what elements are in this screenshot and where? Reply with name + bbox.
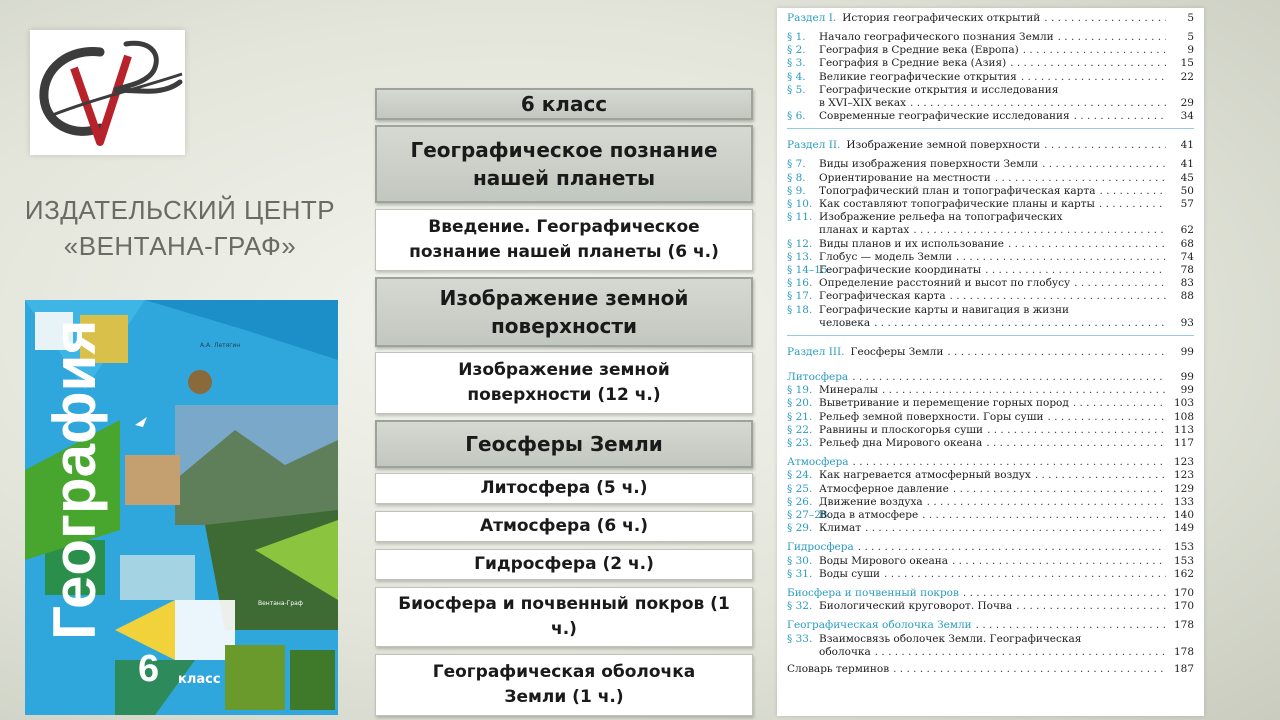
toc-item-title: Выветривание и перемещение горных пород [819, 397, 1069, 410]
toc-item[interactable] [787, 568, 1194, 580]
toc-item-title: Взаимосвязь оболочек Земли. Географическая [819, 632, 1082, 645]
toc-section[interactable] [787, 139, 1194, 151]
toc-item-number: § 18. [787, 303, 813, 316]
topic-box-text: Изображение земной поверхности (12 ч.) [458, 360, 670, 405]
toc-item-number: § 7. [787, 158, 806, 171]
toc-page-number: 5 [1187, 31, 1194, 43]
toc-item[interactable] [787, 456, 1194, 468]
toc-leader-dots [1099, 185, 1166, 197]
toc-item[interactable] [787, 397, 1194, 409]
toc-page-number: 83 [1180, 277, 1194, 290]
toc-item[interactable] [787, 619, 1194, 631]
toc-page-number: 9 [1187, 44, 1194, 57]
toc-leader-dots [1035, 469, 1166, 481]
toc-item-title: История географических открытий [842, 12, 1041, 24]
toc-item[interactable] [787, 384, 1194, 396]
toc-item[interactable] [787, 211, 1194, 223]
toc-item[interactable] [787, 522, 1194, 534]
toc-item[interactable] [787, 509, 1194, 521]
toc-item-title: Литосфера [787, 371, 849, 383]
toc-item[interactable] [787, 496, 1194, 508]
toc-item[interactable] [787, 158, 1194, 170]
section-box [375, 420, 753, 468]
toc-leader-dots [1008, 238, 1166, 250]
toc-leader-dots [963, 587, 1166, 599]
toc-item-number: § 27–28. [787, 509, 831, 521]
toc-leader-dots [853, 456, 1166, 468]
toc-leader-dots [875, 646, 1166, 658]
toc-page-number: 29 [1180, 97, 1194, 109]
toc-item-title: Как составляют топографические планы и карты [819, 198, 1095, 210]
toc-item-number: § 33. [787, 632, 813, 645]
toc-page-number: 5 [1187, 12, 1194, 24]
toc-item-number: § 1. [787, 31, 806, 43]
topic-box [375, 587, 753, 647]
toc-item-title: Климат [819, 522, 862, 535]
toc-item[interactable] [787, 84, 1194, 96]
toc-item-title: Виды изображения поверхности Земли [819, 158, 1039, 171]
toc-page-number: 99 [1180, 371, 1194, 383]
topic-box-text: Географическая оболочка Земли (1 ч.) [432, 662, 696, 707]
toc-item-number: § 10. [787, 198, 813, 210]
toc-leader-dots [922, 509, 1166, 521]
section-box [375, 125, 753, 203]
toc-item-number: § 2. [787, 44, 806, 57]
toc-item-title: Ориентирование на местности [819, 171, 991, 184]
toc-item[interactable] [787, 555, 1194, 567]
toc-section-label: Раздел III. [787, 346, 845, 358]
toc-page-number: 140 [1173, 509, 1194, 521]
toc-item[interactable] [787, 371, 1194, 383]
toc-page-number: 15 [1180, 57, 1194, 70]
toc-item-title: Географические открытия и исследования [819, 83, 1059, 96]
section-box-text: Изображение земной поверхности [439, 286, 689, 338]
toc-item[interactable] [787, 224, 1194, 236]
toc-item[interactable] [787, 469, 1194, 481]
toc-leader-dots [953, 483, 1166, 495]
toc-item-title: Изображение земной поверхности [846, 139, 1041, 152]
toc-item[interactable] [787, 411, 1194, 423]
toc-item[interactable] [787, 71, 1194, 83]
toc-leader-dots [1099, 198, 1166, 210]
toc-item[interactable] [787, 31, 1194, 43]
toc-item-number: § 4. [787, 70, 806, 83]
section-box-text: Географическое познание нашей планеты [410, 138, 718, 190]
toc-page-number: 149 [1173, 522, 1194, 535]
toc-leader-dots [852, 371, 1166, 383]
toc-leader-dots [1074, 110, 1166, 122]
toc-leader-dots [1044, 139, 1166, 151]
toc-item[interactable] [787, 238, 1194, 250]
toc-item-title: Начало географического познания Земли [819, 31, 1054, 43]
toc-leader-dots [986, 437, 1166, 449]
toc-item-title: Великие географические открытия [819, 70, 1017, 83]
publisher-line-1: ИЗДАТЕЛЬСКИЙ ЦЕНТР [24, 195, 336, 225]
toc-page-number: 153 [1173, 541, 1194, 554]
toc-page-number: 178 [1173, 619, 1194, 632]
toc-item[interactable] [787, 172, 1194, 184]
toc-page-number: 133 [1173, 495, 1194, 508]
toc-item-title: Геосферы Земли [850, 346, 944, 358]
toc-leader-dots [1047, 411, 1166, 423]
toc-leader-dots [956, 251, 1166, 263]
toc-page-number: 117 [1173, 437, 1194, 449]
toc-page-number: 129 [1173, 482, 1194, 495]
toc-leader-dots [985, 264, 1166, 276]
toc-page-number: 78 [1180, 264, 1194, 276]
toc-item-title: Атмосферное давление [819, 482, 949, 495]
toc-item[interactable] [787, 541, 1194, 553]
toc-page-number: 41 [1180, 158, 1194, 171]
toc-item[interactable] [787, 290, 1194, 302]
toc-item-title: Словарь терминов [787, 663, 890, 675]
toc-item-title: планах и картах [819, 224, 910, 237]
toc-item-number: § 16. [787, 277, 813, 290]
toc-item-title: Определение расстояний и высот по глобусу [819, 277, 1071, 290]
toc-item[interactable] [787, 97, 1194, 109]
toc-item[interactable] [787, 483, 1194, 495]
topic-box [375, 352, 753, 414]
toc-item-title: Биосфера и почвенный покров [787, 587, 959, 599]
toc-item-title: Биологический круговорот. Почва [819, 600, 1013, 613]
grade-header-text: 6 класс [520, 92, 608, 116]
publisher-name [10, 192, 350, 264]
toc-leader-dots [913, 224, 1166, 236]
toc-item-title: География в Средние века (Европа) [819, 44, 1019, 57]
toc-page-number: 88 [1180, 290, 1194, 303]
toc-item-title: Глобус — модель Земли [819, 250, 952, 263]
cover-grade-number: 6 [138, 648, 160, 690]
toc-item[interactable] [787, 185, 1194, 197]
toc-item[interactable] [787, 304, 1194, 316]
toc-section-label: Раздел I. [787, 12, 837, 24]
topic-box [375, 654, 753, 716]
toc-page-number: 123 [1173, 469, 1194, 482]
toc-item-title: Виды планов и их использование [819, 237, 1004, 250]
toc-leader-dots [884, 568, 1166, 580]
toc-leader-dots [987, 424, 1166, 436]
toc-item-number: § 12. [787, 237, 813, 250]
toc-page-number: 62 [1180, 224, 1194, 237]
toc-item-number: § 20. [787, 397, 813, 410]
toc-page-number: 113 [1173, 423, 1194, 436]
toc-item-number: § 22. [787, 423, 813, 436]
toc-page-number: 123 [1173, 456, 1194, 469]
toc-leader-dots [882, 384, 1166, 396]
toc-leader-dots [947, 346, 1166, 358]
toc-leader-dots [1016, 600, 1166, 612]
toc-item-title: Топографический план и топографическая карта [819, 184, 1096, 197]
topic-box-text: Биосфера и почвенный покров (1 ч.) [398, 594, 730, 639]
toc-item[interactable] [787, 424, 1194, 436]
toc-item-title: Атмосфера [787, 456, 849, 469]
toc-page-number: 162 [1173, 567, 1194, 580]
toc-item-title: человека [819, 316, 871, 329]
toc-item-number: § 19. [787, 384, 813, 397]
toc-section-label: Раздел II. [787, 139, 841, 152]
toc-leader-dots [893, 663, 1166, 675]
toc-item-number: § 9. [787, 184, 806, 197]
topic-box [375, 473, 753, 504]
toc-leader-dots [927, 496, 1166, 508]
toc-item-number: § 3. [787, 57, 806, 70]
toc-item-title: Воды Мирового океана [819, 554, 948, 567]
toc-item[interactable] [787, 663, 1194, 675]
toc-leader-dots [874, 317, 1166, 329]
toc-leader-dots [950, 290, 1166, 302]
toc-page-number: 68 [1180, 237, 1194, 250]
toc-item[interactable] [787, 251, 1194, 263]
grade-header [375, 88, 753, 120]
toc-item[interactable] [787, 264, 1194, 276]
toc-item-number: § 30. [787, 554, 813, 567]
publisher-line-2: «ВЕНТАНА-ГРАФ» [63, 231, 297, 261]
toc-leader-dots [1010, 57, 1166, 69]
toc-page-number: 178 [1173, 645, 1194, 658]
toc-item-title: Географическая карта [819, 290, 946, 303]
toc-page-number: 50 [1180, 184, 1194, 197]
toc-page-number: 45 [1180, 171, 1194, 184]
toc-leader-dots [865, 522, 1166, 534]
toc-page-number: 153 [1173, 554, 1194, 567]
cover-publisher: Вентана-Граф [258, 600, 303, 607]
toc-item-title: Как нагревается атмосферный воздух [819, 469, 1031, 482]
topic-box [375, 511, 753, 542]
toc-separator [787, 335, 1194, 336]
toc-separator [787, 128, 1194, 129]
toc-page-number: 99 [1180, 384, 1194, 397]
toc-leader-dots [1074, 277, 1166, 289]
toc-page-number: 34 [1180, 110, 1194, 123]
toc-item-title: Минералы [819, 384, 878, 397]
toc-leader-dots [1058, 31, 1166, 43]
toc-page-number: 103 [1173, 397, 1194, 410]
toc-page-number: 108 [1173, 410, 1194, 423]
topic-box-text: Атмосфера (6 ч.) [479, 516, 649, 536]
section-box-text: Геосферы Земли [465, 432, 663, 456]
toc-item[interactable] [787, 44, 1194, 56]
toc-item[interactable] [787, 437, 1194, 449]
toc-item-title: Изображение рельефа на топографических [819, 211, 1063, 224]
toc-item-number: § 17. [787, 290, 813, 303]
toc-item-number: § 21. [787, 410, 813, 423]
toc-item-title: Современные географические исследования [819, 110, 1070, 123]
toc-item-title: Вода в атмосфере [819, 509, 919, 521]
table-of-contents [777, 8, 1204, 716]
toc-leader-dots [910, 97, 1166, 109]
toc-item-title: оболочка [819, 645, 871, 658]
toc-item-number: § 29. [787, 522, 813, 535]
toc-item-number: § 6. [787, 110, 806, 123]
toc-item-title: Географические карты и навигация в жизни [819, 303, 1069, 316]
toc-section[interactable] [787, 346, 1194, 358]
toc-page-number: 170 [1173, 587, 1194, 599]
toc-item[interactable] [787, 57, 1194, 69]
toc-leader-dots [1023, 44, 1166, 56]
toc-page-number: 41 [1180, 139, 1194, 152]
toc-leader-dots [976, 619, 1166, 631]
toc-item-number: § 32. [787, 600, 813, 613]
toc-item[interactable] [787, 110, 1194, 122]
toc-item-title: География в Средние века (Азия) [819, 57, 1007, 70]
toc-item-number: § 5. [787, 83, 806, 96]
topic-box-text: Литосфера (5 ч.) [480, 478, 648, 498]
cover-author: А.А. Летягин [200, 342, 241, 349]
toc-item-title: Географические координаты [819, 264, 982, 276]
toc-item-number: § 23. [787, 437, 813, 449]
toc-item[interactable] [787, 646, 1194, 658]
toc-page-number: 187 [1173, 663, 1194, 675]
topic-box-text: Введение. Географическое познание нашей планеты (6 ч.) [409, 217, 719, 262]
toc-item-title: Рельеф дна Мирового океана [819, 437, 983, 449]
toc-item-title: Воды суши [819, 567, 881, 580]
toc-item-title: Гидросфера [787, 541, 854, 554]
toc-item[interactable] [787, 600, 1194, 612]
toc-item-number: § 25. [787, 482, 813, 495]
toc-page-number: 22 [1180, 70, 1194, 83]
section-box [375, 277, 753, 347]
toc-leader-dots [1042, 158, 1166, 170]
toc-item[interactable] [787, 198, 1194, 210]
toc-page-number: 93 [1180, 316, 1194, 329]
topic-box-text: Гидросфера (2 ч.) [474, 554, 654, 574]
toc-item-title: в XVI–XIX веках [819, 97, 907, 109]
toc-leader-dots [1044, 12, 1166, 24]
toc-leader-dots [952, 555, 1166, 567]
toc-item[interactable] [787, 317, 1194, 329]
publisher-logo [30, 30, 185, 155]
toc-page-number: 99 [1180, 346, 1194, 358]
toc-page-number: 57 [1180, 198, 1194, 210]
toc-section[interactable] [787, 12, 1194, 24]
toc-item-title: Движение воздуха [819, 495, 923, 508]
topic-box [375, 209, 753, 271]
toc-item-title: Рельеф земной поверхности. Горы суши [819, 410, 1044, 423]
toc-item[interactable] [787, 587, 1194, 599]
toc-item-title: Равнины и плоскогорья суши [819, 423, 984, 436]
toc-item-number: § 13. [787, 250, 813, 263]
toc-leader-dots [1073, 397, 1166, 409]
toc-leader-dots [1021, 71, 1166, 83]
toc-item-number: § 8. [787, 171, 806, 184]
cover-grade-word: класс [178, 672, 221, 687]
toc-page-number: 170 [1173, 600, 1194, 613]
toc-page-number: 74 [1180, 250, 1194, 263]
topic-box [375, 549, 753, 580]
toc-item-number: § 24. [787, 469, 813, 482]
toc-item-number: § 11. [787, 211, 813, 224]
toc-item-number: § 26. [787, 495, 813, 508]
cover-title: География [41, 319, 108, 640]
toc-item-number: § 14–15. [787, 264, 831, 276]
toc-item-title: Географическая оболочка Земли [787, 619, 972, 632]
toc-item[interactable] [787, 277, 1194, 289]
toc-leader-dots [858, 541, 1166, 553]
toc-leader-dots [995, 172, 1166, 184]
toc-item[interactable] [787, 633, 1194, 645]
toc-item-number: § 31. [787, 567, 813, 580]
